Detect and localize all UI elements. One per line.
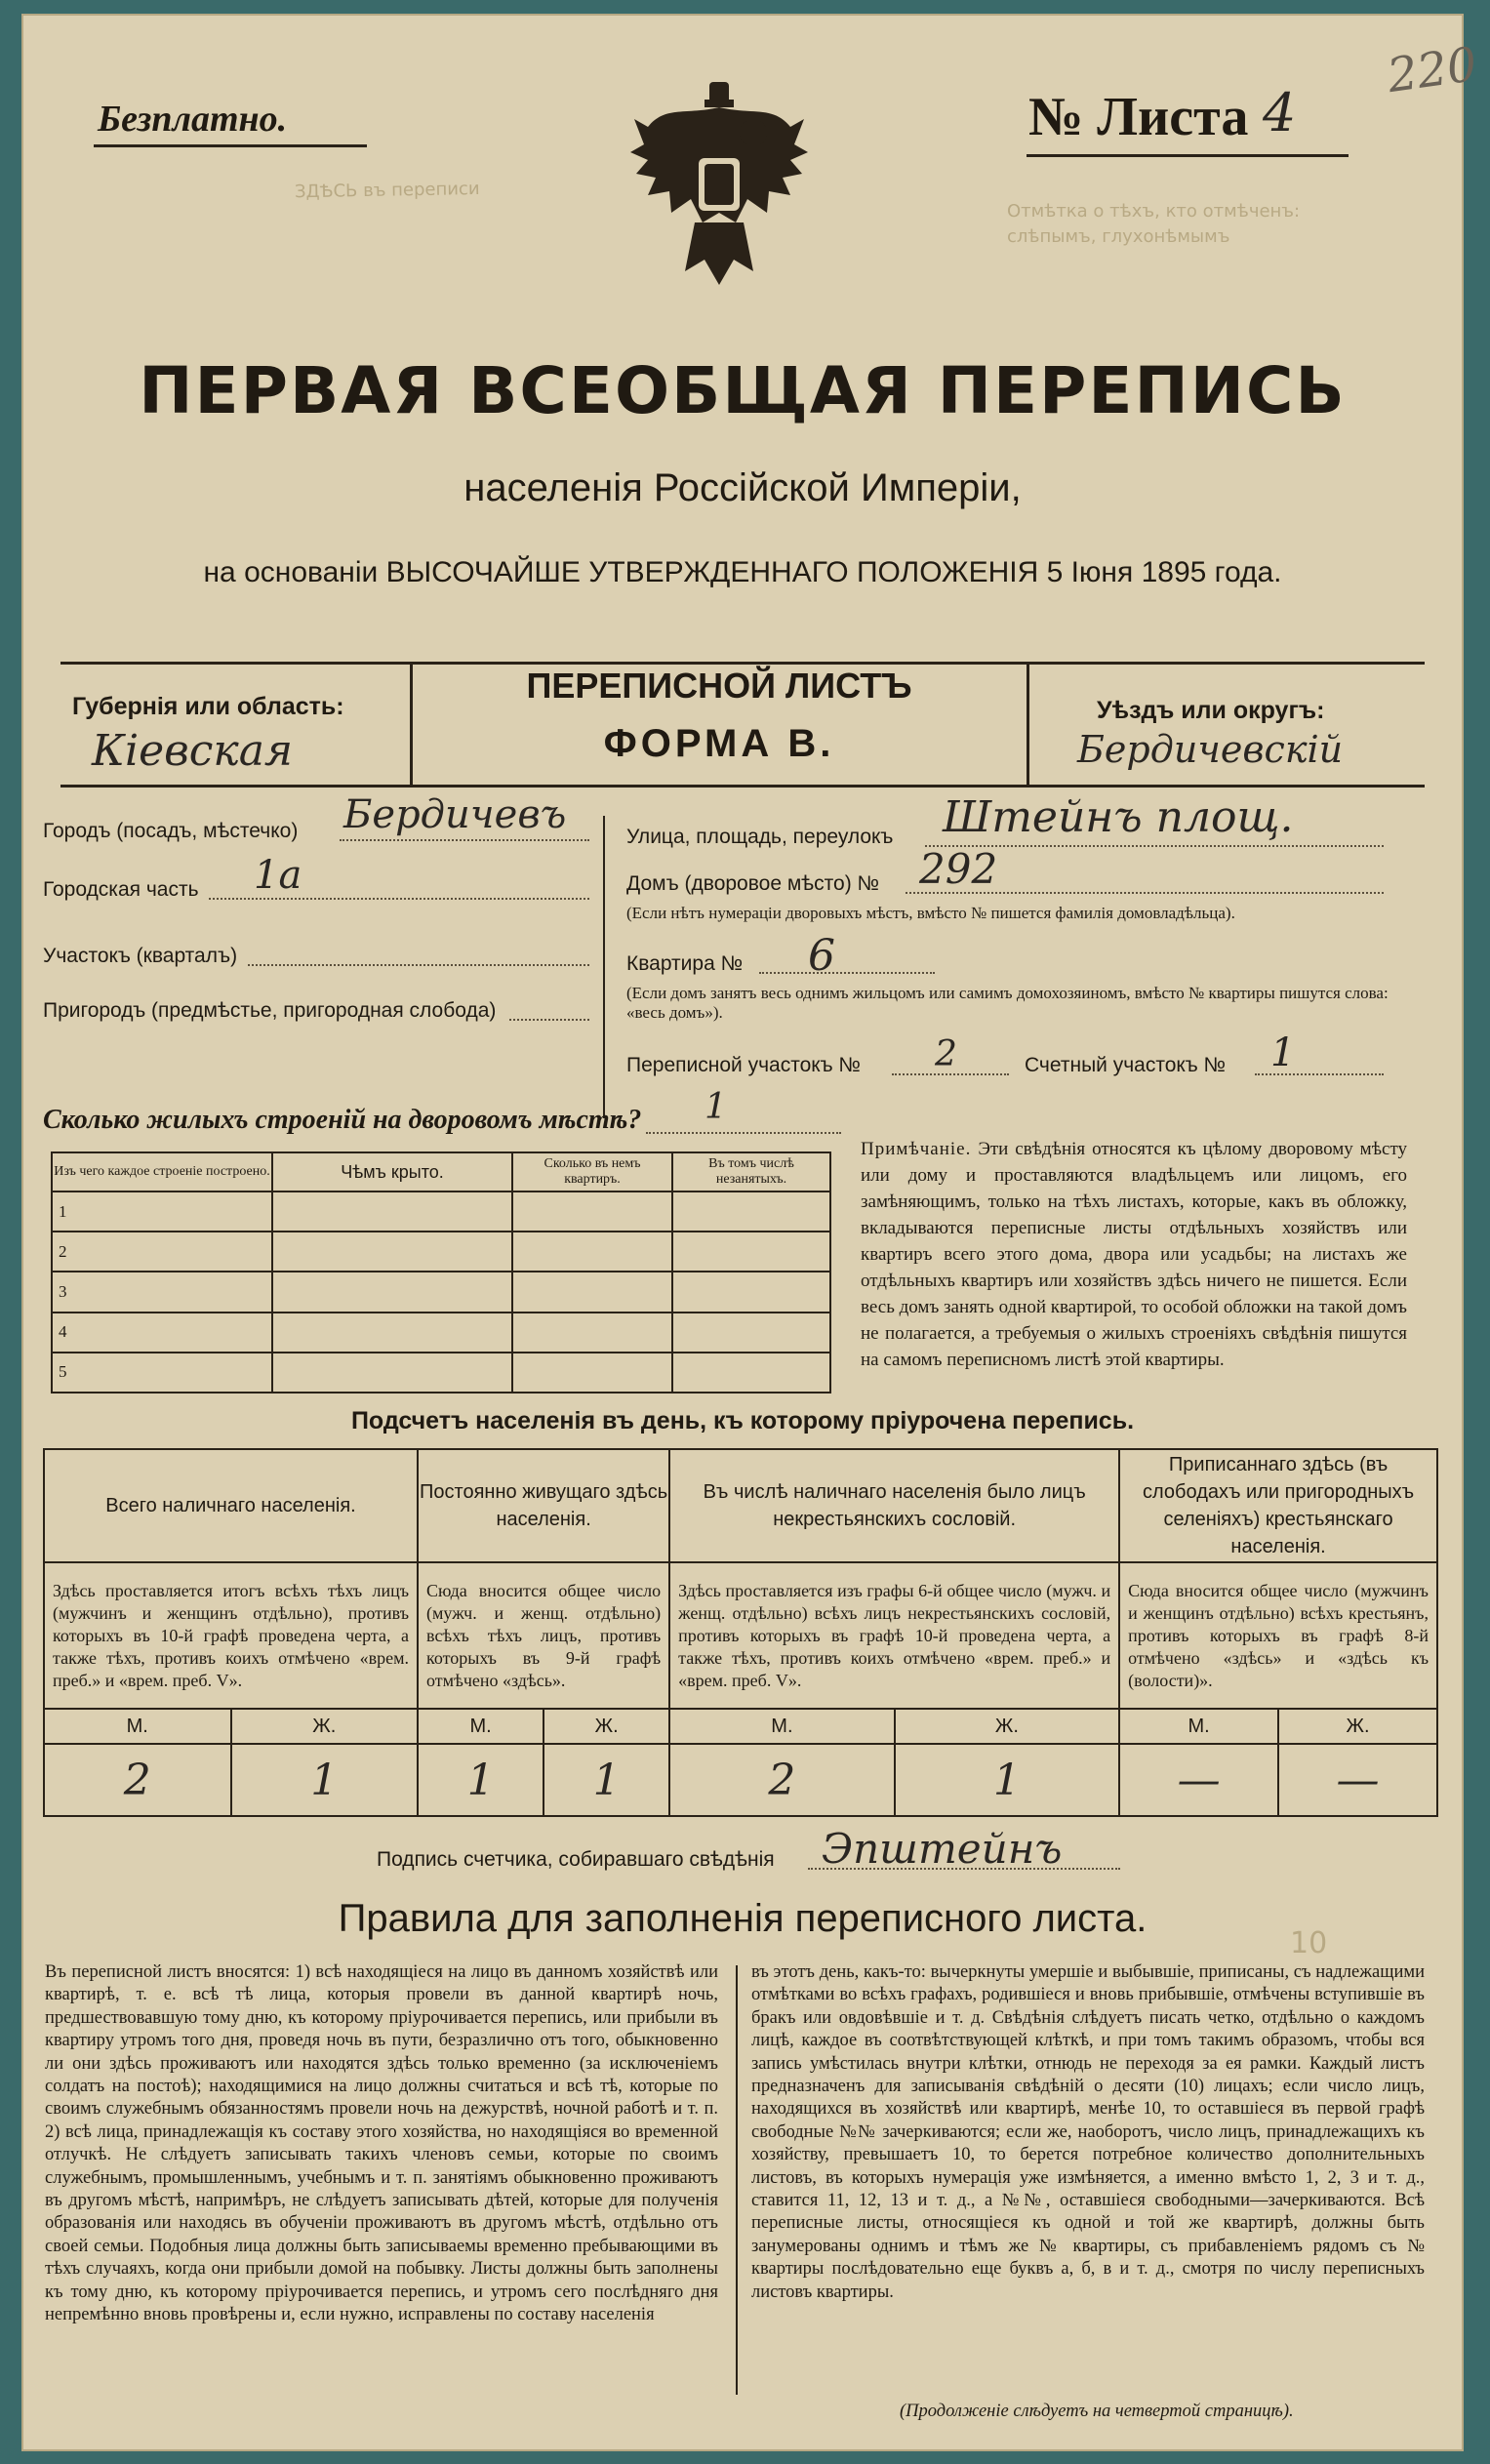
free-label: Безплатно. xyxy=(98,99,288,140)
apartment-label: Квартира № xyxy=(626,952,744,975)
archive-number: 220 xyxy=(1384,36,1481,104)
district-label: Уѣздъ или округъ: xyxy=(1097,697,1325,724)
suburb-rule xyxy=(509,1019,589,1021)
count-col-permanent-head: Постоянно живущаго здѣсь населенія. xyxy=(418,1449,669,1562)
house-value: 292 xyxy=(919,845,998,893)
count-col-peasant-desc: Сюда вносится общее число (мужчинъ и женщинъ отдѣльно) всѣхъ крестьянъ, противъ которыхъ въ графѣ 8-й отмѣчено «здѣсь» и «здѣсь къ (волости)». xyxy=(1119,1562,1437,1709)
total-male-label: М. xyxy=(44,1709,231,1744)
quarter-rule xyxy=(248,964,589,966)
non-peasant-male-value: 2 xyxy=(669,1744,894,1816)
buildings-col-material: Изъ чего каждое строеніе построено. xyxy=(52,1152,272,1192)
count-col-non-peasant-desc: Здѣсь проставляется изъ графы 6-й общее число (мужч. и женщ. отдѣльно) всѣхъ лицъ некрестьянскихъ сословій, противъ которыхъ въ графѣ 10-й проведена черта, а также тѣхъ, противъ коихъ отмѣчено «врем. преб.» и «врем. преб. V». xyxy=(669,1562,1119,1709)
total-female-label: Ж. xyxy=(231,1709,419,1744)
count-col-total-head: Всего наличнаго населенія. xyxy=(44,1449,418,1562)
buildings-answer: 1 xyxy=(705,1087,727,1127)
house-note: (Если нѣтъ нумераціи дворовыхъ мѣстъ, вмѣсто № пишется фамилія домовладѣльца). xyxy=(626,904,1235,922)
signature-value: Эпштейнъ xyxy=(822,1825,1063,1873)
apartment-note: (Если домъ занятъ весь однимъ жильцомъ или самимъ домохозяиномъ, вмѣсто № квартиры пишутся слова: «весь домъ»). xyxy=(626,984,1389,1022)
census-title: ПЕРВАЯ ВСЕОБЩАЯ ПЕРЕПИСЬ xyxy=(139,353,1347,428)
buildings-table xyxy=(51,1151,831,1394)
buildings-question: Сколько жилыхъ строеній на дворовомъ мѣстѣ? xyxy=(43,1105,642,1135)
count-col-peasant-head: Приписаннаго здѣсь (въ слободахъ или пригородныхъ селеніяхъ) крестьянскаго населенія. xyxy=(1119,1449,1437,1562)
sheet-number-value: 4 xyxy=(1263,82,1297,143)
buildings-note xyxy=(861,1136,1407,1373)
count-col-total-desc: Здѣсь проставляется итогъ всѣхъ тѣхъ лицъ (мужчинъ и женщинъ отдѣльно), противъ которыхъ въ 10-й графѣ проведена черта, а также тѣхъ, противъ коихъ отмѣчено «врем. преб.» и «врем. преб. V». xyxy=(44,1562,418,1709)
non-peasant-female-label: Ж. xyxy=(895,1709,1120,1744)
form-top-rule xyxy=(60,662,1425,665)
peasant-male-label: М. xyxy=(1119,1709,1278,1744)
city-part-label: Городская часть xyxy=(43,878,199,901)
census-district-value: 2 xyxy=(935,1034,957,1074)
count-col-non-peasant-head: Въ числѣ наличнаго населенія было лицъ некрестьянскихъ сословій. xyxy=(669,1449,1119,1562)
city-part-value: 1а xyxy=(254,853,302,898)
buildings-row-number: 4 xyxy=(52,1313,272,1353)
counting-district-label: Счетный участокъ № xyxy=(1025,1054,1227,1076)
form-bottom-rule xyxy=(60,785,1425,788)
non-peasant-male-label: М. xyxy=(669,1709,894,1744)
buildings-col-vacant: Въ томъ числѣ незанятыхъ. xyxy=(672,1152,830,1192)
permanent-male-value: 1 xyxy=(418,1744,544,1816)
non-peasant-female-value: 1 xyxy=(895,1744,1120,1816)
census-district-label: Переписной участокъ № xyxy=(626,1054,861,1076)
buildings-row-number: 5 xyxy=(52,1353,272,1393)
census-basis: на основаніи ВЫСОЧАЙШЕ УТВЕРЖДЕННАГО ПОЛОЖЕНІЯ 5 Іюня 1895 года. xyxy=(203,556,1282,588)
peasant-female-value: — xyxy=(1278,1744,1437,1816)
free-underline xyxy=(94,144,367,147)
count-col-permanent-desc: Сюда вносится общее число (мужч. и женщ. отдѣльно) всѣхъ тѣхъ лицъ, противъ которыхъ въ 9-й графѣ отмѣчено «здѣсь». xyxy=(418,1562,669,1709)
signature-label: Подпись счетчика, собиравшаго свѣдѣнія xyxy=(377,1848,775,1871)
permanent-female-label: Ж. xyxy=(544,1709,669,1744)
city-part-rule xyxy=(209,898,589,900)
buildings-row xyxy=(52,1272,830,1312)
permanent-female-value: 1 xyxy=(544,1744,669,1816)
census-subtitle: населенія Россійской Имперіи, xyxy=(463,466,1022,509)
form-letter: ФОРМА В. xyxy=(603,722,835,765)
street-label: Улица, площадь, переулокъ xyxy=(626,826,894,848)
city-rule xyxy=(340,839,589,841)
rules-column-divider xyxy=(736,1965,738,2395)
permanent-male-label: М. xyxy=(418,1709,544,1744)
buildings-row xyxy=(52,1192,830,1232)
apartment-value: 6 xyxy=(808,931,835,981)
apartment-rule xyxy=(759,972,935,974)
total-male-value: 2 xyxy=(44,1744,231,1816)
buildings-row-number: 1 xyxy=(52,1192,272,1232)
house-label: Домъ (дворовое мѣсто) № xyxy=(626,872,880,895)
sheet-number-underline xyxy=(1027,154,1349,157)
form-list-title: ПЕРЕПИСНОЙ ЛИСТЪ xyxy=(526,666,912,706)
counting-district-value: 1 xyxy=(1270,1030,1296,1075)
buildings-col-apartments: Сколько въ немъ квартиръ. xyxy=(512,1152,672,1192)
rules-right-column: въ этотъ день, какъ-то: вычеркнуты умершіе и выбывшіе, приписаны, съ надлежащими отмѣтками во всѣхъ графахъ, родившіеся и вновь прибывшіе, отмѣчены вступившіе въ бракъ или овдовѣвшіе и т. д. Свѣдѣнія слѣдуетъ писать четко, отдѣльно о каждомъ лицѣ, каждое въ соотвѣтствующей клѣткѣ, и при томъ такимъ образомъ, чтобы вся запись умѣстилась внутри клѣтки, отнюдь не переходя за ея рамки. Каждый листъ предназначенъ для записыванія свѣдѣній о десяти (10) лицахъ; если число лицъ, находящихся въ хозяйствѣ или квартирѣ, менѣе 10, то оставшіеся въ первой графѣ свободные №№ зачеркиваются; если же, наоборотъ, число лицъ, принадлежащихъ къ хозяйству, превышаетъ 10, то берется потребное количество дополнительныхъ листовъ, въ которыхъ нумерація уже измѣняется, а именно вмѣсто 1, 2, 3 и т. д., ставится 11, 12, 13 и т. д., а №№, оставшіеся свободными—зачеркиваются. Всѣ переписные листы, относящіеся къ одной и той же квартирѣ, должны быть занумерованы однимъ и тѣмъ же № квартиры, съ прибавленіемъ рядомъ съ № квартиры послѣдовательно еще буквъ а, б, в и т. д., смотря по числу переписныхъ листовъ квартиры. xyxy=(751,1962,1425,2302)
count-title: Подсчетъ населенія въ день, къ которому пріурочена перепись. xyxy=(350,1407,1135,1434)
form-divider-right xyxy=(1027,662,1029,785)
total-female-value: 1 xyxy=(231,1744,419,1816)
bleed-through-text-b: Отмѣтка о тѣхъ, кто отмѣченъ: слѣпымъ, глухонѣмымъ xyxy=(1007,201,1301,247)
city-value: Бердичевъ xyxy=(343,792,567,837)
district-value: Бердичевскій xyxy=(1077,728,1344,771)
buildings-answer-rule xyxy=(646,1132,841,1134)
address-divider xyxy=(603,816,605,1118)
street-value: Штейнъ площ. xyxy=(943,792,1294,842)
buildings-col-roof: Чѣмъ крыто. xyxy=(272,1152,512,1192)
double-headed-eagle-emblem-icon xyxy=(626,76,812,289)
rules-title: Правила для заполненія переписного листа. xyxy=(338,1897,1148,1940)
note-title: Примѣчаніе. xyxy=(861,1139,972,1159)
province-label: Губернія или область: xyxy=(72,693,344,720)
buildings-row-number: 2 xyxy=(52,1232,272,1272)
sheet-number-label: № Листа xyxy=(1028,87,1249,147)
suburb-label: Пригородъ (предмѣстье, пригородная слобода) xyxy=(43,999,497,1022)
population-count-table xyxy=(43,1448,1438,1817)
province-value: Кіевская xyxy=(92,726,294,776)
quarter-label: Участокъ (кварталъ) xyxy=(43,945,238,967)
peasant-female-label: Ж. xyxy=(1278,1709,1437,1744)
buildings-row xyxy=(52,1232,830,1272)
rules-continued: (Продолженіе слѣдуетъ на четвертой страницѣ). xyxy=(900,2402,1294,2421)
bleed-through-text-c: 10 xyxy=(1290,1926,1328,1960)
peasant-male-value: — xyxy=(1119,1744,1278,1816)
note-text: Эти свѣдѣнія относятся къ цѣлому дворовому мѣсту или дому и проставляются владѣльцемъ или лицомъ, его замѣняющимъ, только на тѣхъ листахъ, которые, какъ въ обложку, вкладываются переписные листы отдѣльныхъ хозяйствъ или квартиръ всего этого дома, двора или усадьбы; на листахъ же отдѣльныхъ квартиръ или хозяйствъ здѣсь ничего не пишется. Если весь домъ занять одной квартирой, то особой обложки на такой домъ не полагается, а требуемыя о жилыхъ строеніяхъ свѣдѣнія пишутся на самомъ переписномъ листѣ этой квартиры. xyxy=(861,1139,1408,1370)
rules-left-column: Въ переписной листъ вносятся: 1) всѣ находящіеся на лицо въ данномъ хозяйствѣ или квартирѣ, т. е. всѣ тѣ лица, которыя провели въ данной квартирѣ ночь, предшествовавшую тому дню, къ которому пріурочивается перепись, или прибыли въ квартиру утромъ того дня, проведя ночь въ пути, безразлично отъ того, обыкновенно ли они здѣсь проживаютъ или находятся здѣсь только временно (за исключеніемъ солдатъ на постоѣ); находящимися на лицо должны считаться и всѣ тѣ, которые по своимъ служебнымъ обязанностямъ провели ночь на дежурствѣ, ночной работѣ и т. п. 2) всѣ лица, принадлежащія къ составу этого хозяйства, но находящіяся во временной отлучкѣ. Не слѣдуетъ записывать такихъ членовъ семьи, которые по своимъ служебнымъ, промышленнымъ, учебнымъ и т. п. занятіямъ обыкновенно проживаютъ въ другомъ мѣстѣ, напримѣръ, не слѣдуетъ записывать дѣтей, которые для полученія образованія или находясь въ обученіи проживаютъ въ другомъ мѣстѣ, отдѣльно отъ своей семьи. Подобныя лица должны быть записываемы временно пребывающими въ тѣхъ случаяхъ, когда они прибыли домой на побывку. Листы должны быть заполнены къ тому дню, къ которому пріурочивается перепись, и утромъ сего послѣдняго дня непремѣнно вновь провѣрены и, если нужно, исправлены по составу населенія xyxy=(45,1962,718,2325)
census-sheet xyxy=(21,14,1481,2451)
bleed-through-text-a: ЗДѢСЬ въ переписи xyxy=(294,178,480,203)
city-label: Городъ (посадъ, мѣстечко) xyxy=(43,820,299,842)
buildings-row-number: 3 xyxy=(52,1272,272,1312)
buildings-row xyxy=(52,1353,830,1393)
buildings-row xyxy=(52,1313,830,1353)
